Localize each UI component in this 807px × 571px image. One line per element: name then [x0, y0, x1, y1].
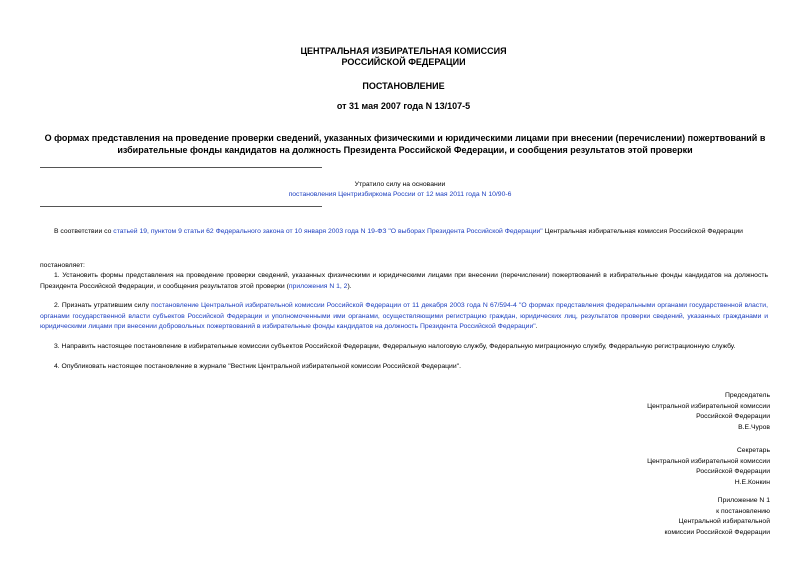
intro-paragraph: [40, 227, 768, 238]
item-2-prefix: 2. Признать утратившим силу: [54, 302, 152, 309]
chair-org-line1: Центральной избирательной комиссии: [647, 402, 770, 410]
secretary-org-line1: Центральной избирательной комиссии: [647, 457, 770, 465]
item-1-text: 1. Установить формы представления на проведение проверки сведений, указанных физическими и юридическими лицами при внесении (перечислении) пожертвований в избирательные фонды кандидатов на должность Президента Российской Федерации, и сообщения результатов этой проверки (: [40, 272, 768, 290]
item-1-end: ).: [347, 282, 352, 290]
doc-date-number: от 31 мая 2007 года N 13/107-5: [336, 101, 471, 111]
appendix-line3: Центральной избирательной: [678, 518, 770, 525]
appendix-line1: Приложение N 1: [717, 497, 770, 504]
appendix-line2: к постановлению: [716, 507, 770, 515]
intro-suffix: Центральная избирательная комиссия Российской Федерации: [542, 228, 743, 235]
signature-chair: [550, 391, 770, 433]
item-4: 4. Опубликовать настоящее постановление в журнале "Вестник Центральной избирательной комиссии Российской Федерации".: [54, 363, 461, 370]
status-notice-link-row: [190, 190, 610, 200]
secretary-name: Н.Е.Конкин: [734, 478, 770, 486]
divider-bottom: [40, 206, 322, 207]
status-notice-text: Утратило силу на основании: [354, 181, 446, 188]
intro-prefix: В соответствии со: [54, 228, 114, 235]
chair-org-line2: Российской Федерации: [696, 413, 770, 420]
repealed-resolution-link[interactable]: постановление Центральной избирательной комиссии Российской Федерации от 11 декабря 2003 года N 67/594-4 "О формах представления федеральными органами государственной власти, органами государственной власти субъектов Российской Федерации и уполномоченными ими органами, осуществляющими регистрацию граждан, юридических лиц, результатов проверки сведений, указанных гражданами и юридическими лицами при внесении добровольных пожертвований в избирательные фонды кандидатов на должность Президента Российской Федерации": [40, 302, 768, 330]
chair-role: Председатель: [725, 392, 770, 399]
item-1: [40, 271, 768, 292]
law-link[interactable]: статьей 19, пунктом 9 статьи 62 Федерального закона от 10 января 2003 года N 19-ФЗ "О выборах Президента Российской Федерации": [113, 228, 543, 235]
chair-name: В.Е.Чуров: [738, 423, 770, 431]
repeal-link[interactable]: постановления Центризбиркома России от 12 мая 2011 года N 10/90-6: [288, 191, 512, 198]
item-3: 3. Направить настоящее постановление в избирательные комиссии субъектов Российской Федерации, Федеральную налоговую службу, Федеральную миграционную службу, Федеральную регистрационную службу.: [54, 343, 736, 350]
doc-title: О формах представления на проведение проверки сведений, указанных физическими и юридическими лицами при внесении (перечислении) пожертвований в избирательные фонды кандидатов на должность Президента Российской Федерации, и сообщения результатов этой проверки: [44, 133, 766, 155]
resolves-label: постановляет:: [40, 262, 85, 269]
org-name-line1: ЦЕНТРАЛЬНАЯ ИЗБИРАТЕЛЬНАЯ КОМИССИЯ: [300, 46, 507, 56]
doc-type: ПОСТАНОВЛЕНИЕ: [362, 81, 445, 91]
item-2: [40, 301, 768, 333]
signature-secretary: [550, 446, 770, 488]
divider-top: [40, 167, 322, 168]
appendix-line4: комиссии Российской Федерации: [664, 528, 770, 536]
appendix-link[interactable]: приложения N 1, 2: [288, 282, 348, 290]
org-name-line2: РОССИЙСКОЙ ФЕДЕРАЦИИ: [341, 57, 466, 67]
secretary-role: Секретарь: [736, 447, 770, 454]
secretary-org-line2: Российской Федерации: [696, 468, 770, 475]
item-2-end: .: [535, 323, 538, 330]
appendix-header: [550, 496, 770, 538]
